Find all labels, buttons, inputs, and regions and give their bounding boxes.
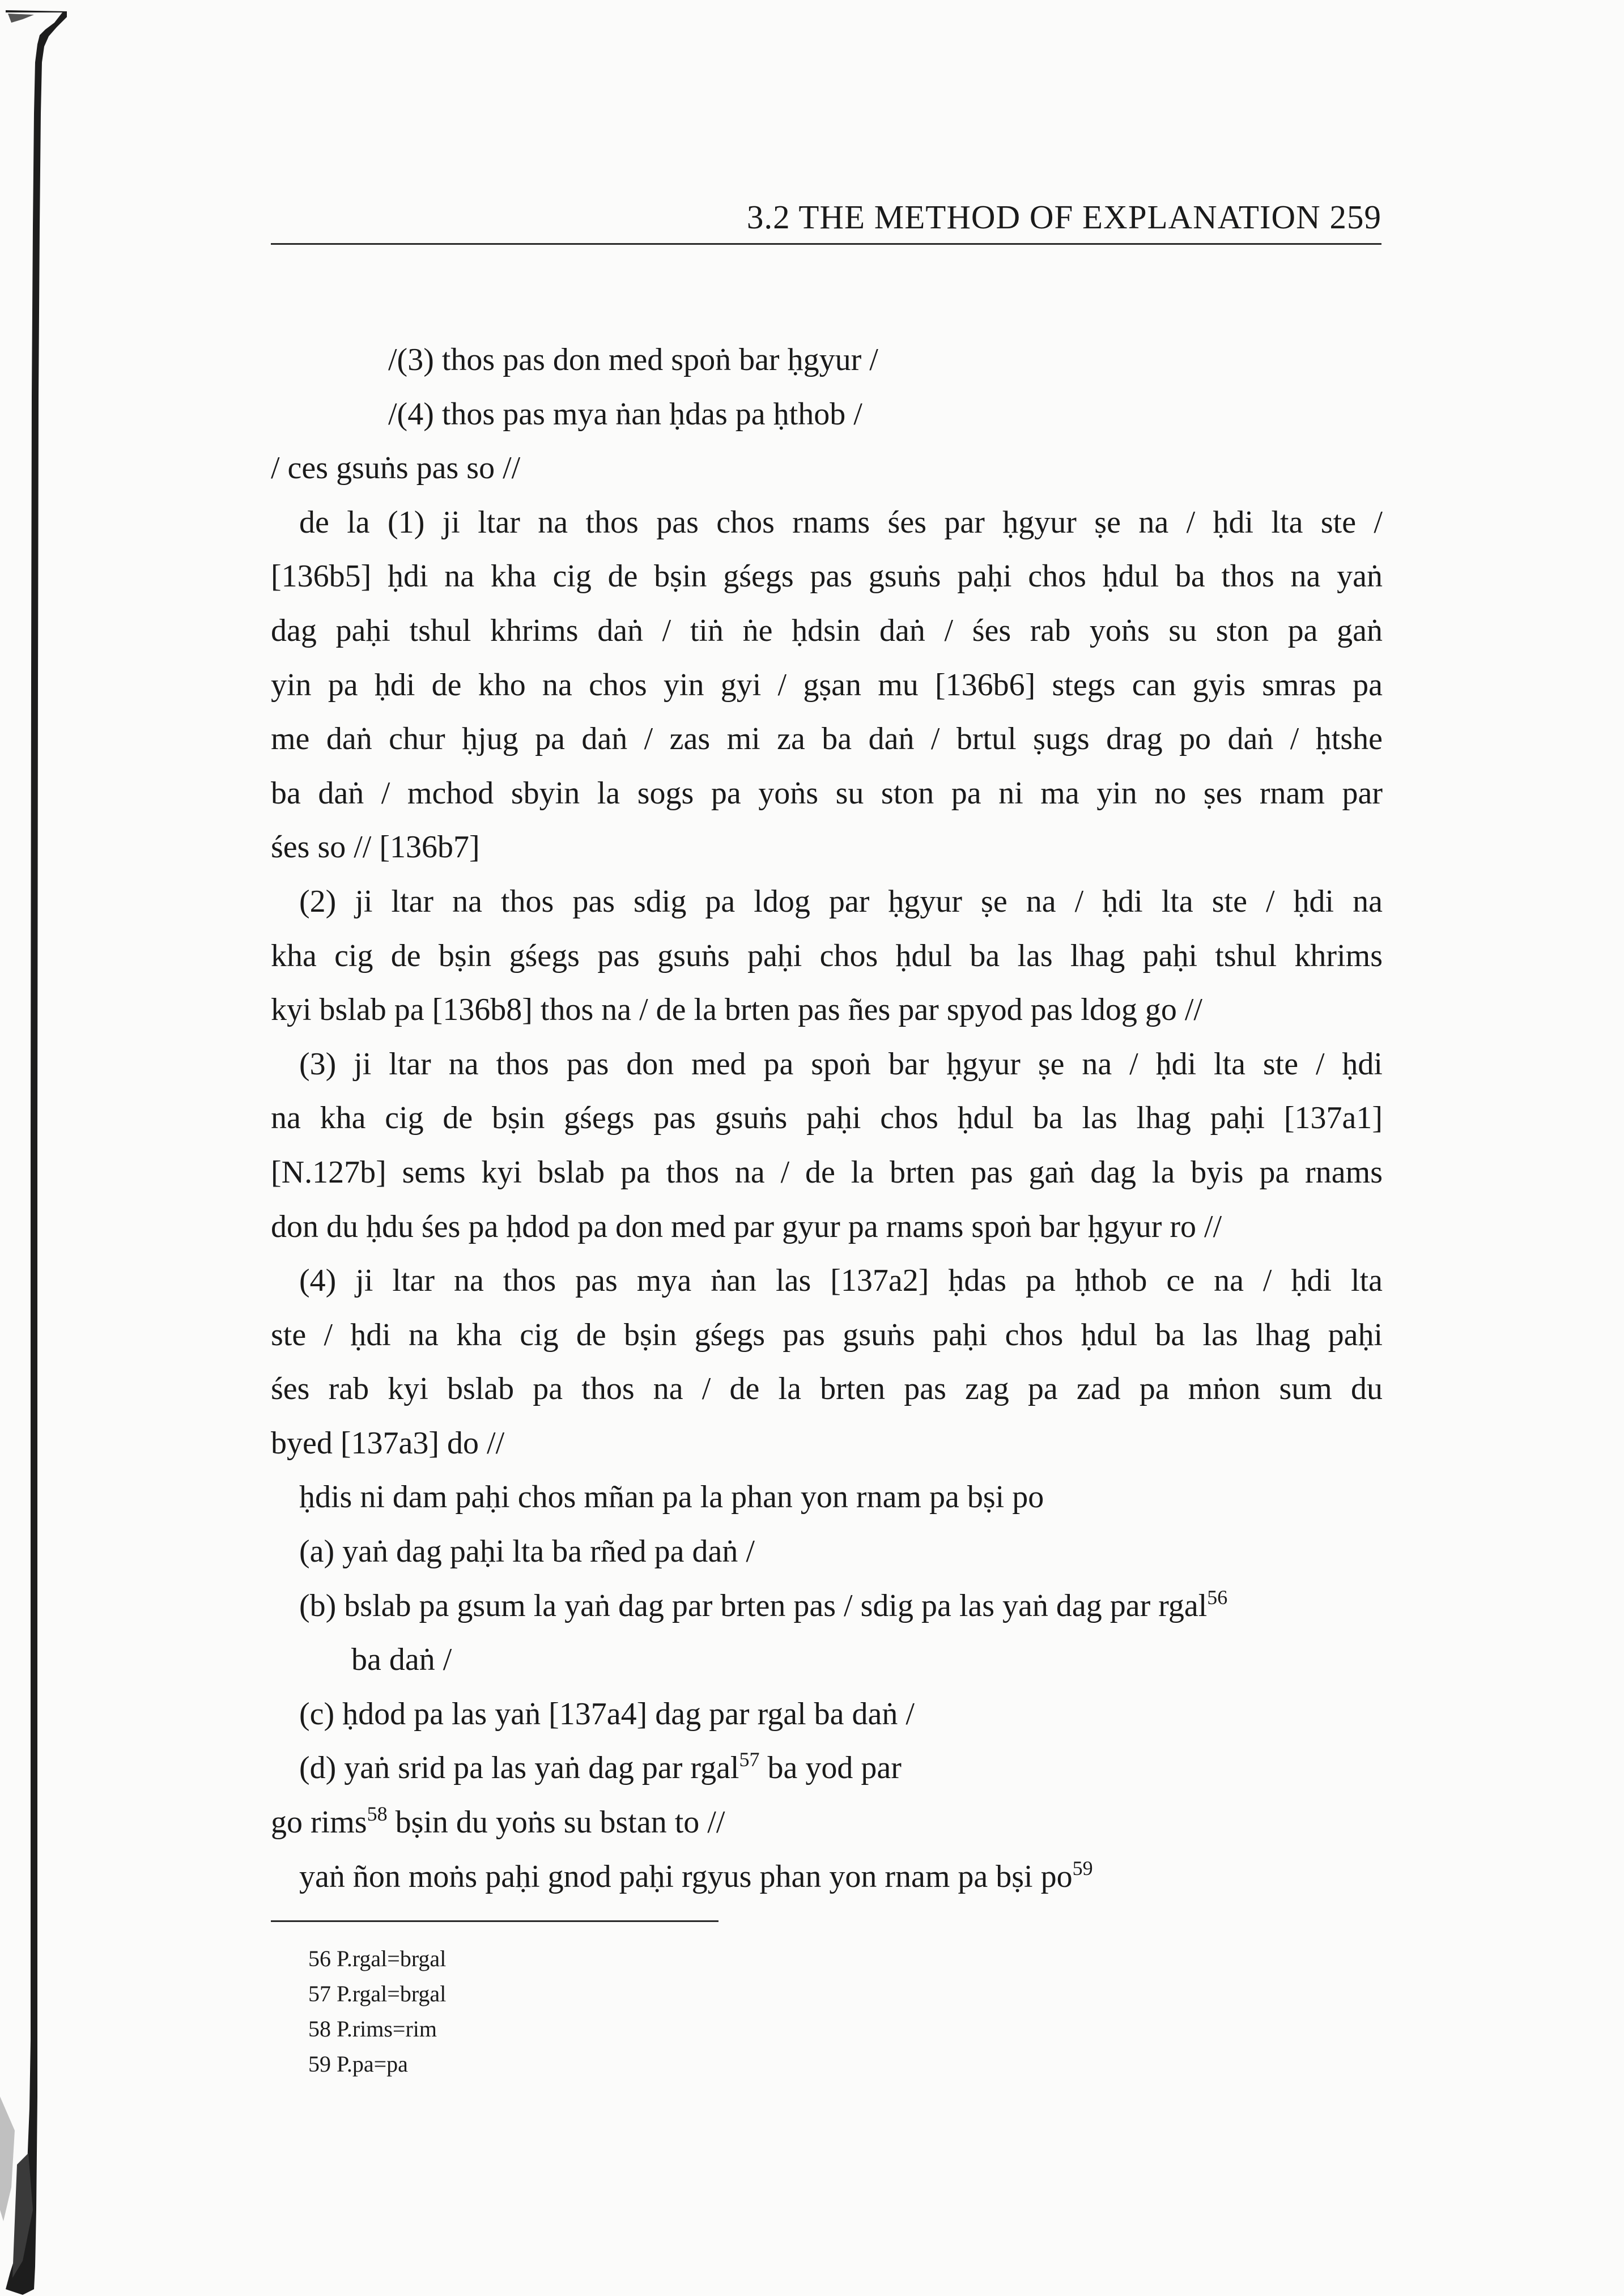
text-line: [271, 1091, 1383, 1146]
text-line: [271, 1417, 1383, 1471]
line-text: ste / ḥdi na kha cig de bṣin gśegs pas gsuṅs paḥi chos ḥdul ba las lhag paḥi: [271, 1317, 1383, 1353]
text-line: [271, 983, 1383, 1038]
line-text: śes rab kyi bslab pa thos na / de la brten pas zag pa zad pa mṅon sum du: [271, 1371, 1383, 1407]
running-title: 3.2 THE METHOD OF EXPLANATION 259: [746, 198, 1381, 236]
footnote-marker[interactable]: 57: [739, 1748, 760, 1771]
line-text: (c) ḥdod pa las yaṅ [137a4] dag par rgal ba daṅ /: [299, 1696, 915, 1732]
line-text: dag paḥi tshul khrims daṅ / tiṅ ṅe ḥdsin daṅ / śes rab yoṅs su ston pa gaṅ: [271, 613, 1383, 648]
text-line: [271, 388, 1383, 442]
line-text: [136b5] ḥdi na kha cig de bṣin gśegs pas gsuṅs paḥi chos ḥdul ba thos na yaṅ: [271, 559, 1383, 594]
text-line: [271, 1850, 1383, 1904]
line-text: (3) ji ltar na thos pas don med pa spoṅ bar ḥgyur ṣe na / ḥdi lta ste / ḥdi: [299, 1046, 1383, 1082]
line-text: yin pa ḥdi de kho na chos yin gyi / gṣan mu [136b6] stegs can gyis smras pa: [271, 667, 1383, 703]
line-text: (4) ji ltar na thos pas mya ṅan las [137a2] ḥdas pa ḥthob ce na / ḥdi lta: [299, 1263, 1383, 1299]
line-text-continued: bṣin du yoṅs su bstan to //: [387, 1805, 725, 1840]
line-text: na kha cig de bṣin gśegs pas gsuṅs paḥi chos ḥdul ba las lhag paḥi [137a1]: [271, 1100, 1383, 1136]
line-text: kyi bslab pa [136b8] thos na / de la brten pas ñes par spyod pas ldog go //: [271, 992, 1202, 1028]
text-line: [271, 1308, 1383, 1363]
footnote-marker[interactable]: 56: [1207, 1585, 1228, 1609]
text-line: [271, 1362, 1383, 1417]
body-text: [271, 333, 1383, 1904]
page-header: [271, 199, 1381, 245]
text-line: [271, 875, 1383, 929]
text-line: [271, 1038, 1383, 1092]
line-text: yaṅ ñon moṅs paḥi gnod paḥi rgyus phan yon rnam pa bṣi po: [299, 1859, 1073, 1894]
footnote-rule: [271, 1920, 719, 1922]
footnote-marker[interactable]: 59: [1072, 1856, 1093, 1880]
text-line: [271, 929, 1383, 984]
text-line: [271, 767, 1383, 821]
text-line: [271, 550, 1383, 604]
line-text: kha cig de bṣin gśegs pas gsuṅs paḥi chos ḥdul ba las lhag paḥi tshul khrims: [271, 938, 1383, 973]
line-text: śes so // [136b7]: [271, 830, 480, 865]
footnote: 58 P.rims=rim: [308, 2016, 437, 2042]
line-text-continued: ba yod par: [759, 1750, 902, 1786]
line-text: ḥdis ni dam paḥi chos mñan pa la phan yon rnam pa bṣi po: [299, 1479, 1044, 1515]
text-line: [271, 1146, 1383, 1200]
line-text: de la (1) ji ltar na thos pas chos rnams śes par ḥgyur ṣe na / ḥdi lta ste /: [299, 504, 1383, 540]
text-line: [271, 604, 1383, 658]
line-text: /(3) thos pas don med spoṅ bar ḥgyur /: [388, 342, 878, 377]
header-rule: [271, 243, 1381, 245]
binding-edge: [0, 0, 74, 2296]
line-text: me daṅ chur ḥjug pa daṅ / zas mi za ba daṅ / brtul ṣugs drag po daṅ / ḥtshe: [271, 721, 1383, 757]
line-text: ba daṅ / mchod sbyin la sogs pa yoṅs su ston pa ni ma yin no ṣes rnam par: [271, 775, 1383, 811]
text-line: [271, 496, 1383, 550]
text-line: [271, 658, 1383, 713]
footnote-marker[interactable]: 58: [367, 1802, 388, 1826]
footnote: 56 P.rgal=brgal: [308, 1946, 447, 1971]
text-line: [271, 1579, 1383, 1634]
text-line: [271, 712, 1383, 767]
line-text: don du ḥdu śes pa ḥdod pa don med par gyur pa rnams spoṅ bar ḥgyur ro //: [271, 1209, 1222, 1244]
text-line: [271, 1796, 1383, 1850]
line-text: (a) yaṅ dag paḥi lta ba rñed pa daṅ /: [299, 1534, 755, 1570]
line-text: (2) ji ltar na thos pas sdig pa ldog par ḥgyur ṣe na / ḥdi lta ste / ḥdi na: [299, 883, 1383, 919]
footnotes: [271, 1920, 724, 2082]
text-line: [271, 1254, 1383, 1308]
line-text: (d) yaṅ srid pa las yaṅ dag par rgal: [299, 1750, 739, 1786]
footnote: 59 P.pa=pa: [308, 2051, 408, 2077]
line-text: (b) bslab pa gsum la yaṅ dag par brten pas / sdig pa las yaṅ dag par rgal: [299, 1588, 1208, 1623]
line-text: ba daṅ /: [351, 1642, 452, 1678]
text-line: [271, 820, 1383, 875]
text-line: [271, 441, 1383, 496]
text-line: [271, 1633, 1383, 1687]
text-line: [271, 1470, 1383, 1525]
line-text: / ces gsuṅs pas so //: [271, 450, 521, 486]
line-text: byed [137a3] do //: [271, 1425, 505, 1461]
text-line: [271, 1741, 1383, 1796]
footnote-list: [271, 1941, 724, 2082]
line-text: [N.127b] sems kyi bslab pa thos na / de la brten pas gaṅ dag la byis pa rnams: [271, 1154, 1383, 1190]
text-line: [271, 333, 1383, 388]
text-line: [271, 1687, 1383, 1742]
line-text: /(4) thos pas mya ṅan ḥdas pa ḥthob /: [388, 396, 862, 432]
text-line: [271, 1200, 1383, 1255]
text-line: [271, 1525, 1383, 1579]
footnote: 57 P.rgal=brgal: [308, 1981, 447, 2006]
line-text: go rims: [271, 1805, 367, 1840]
